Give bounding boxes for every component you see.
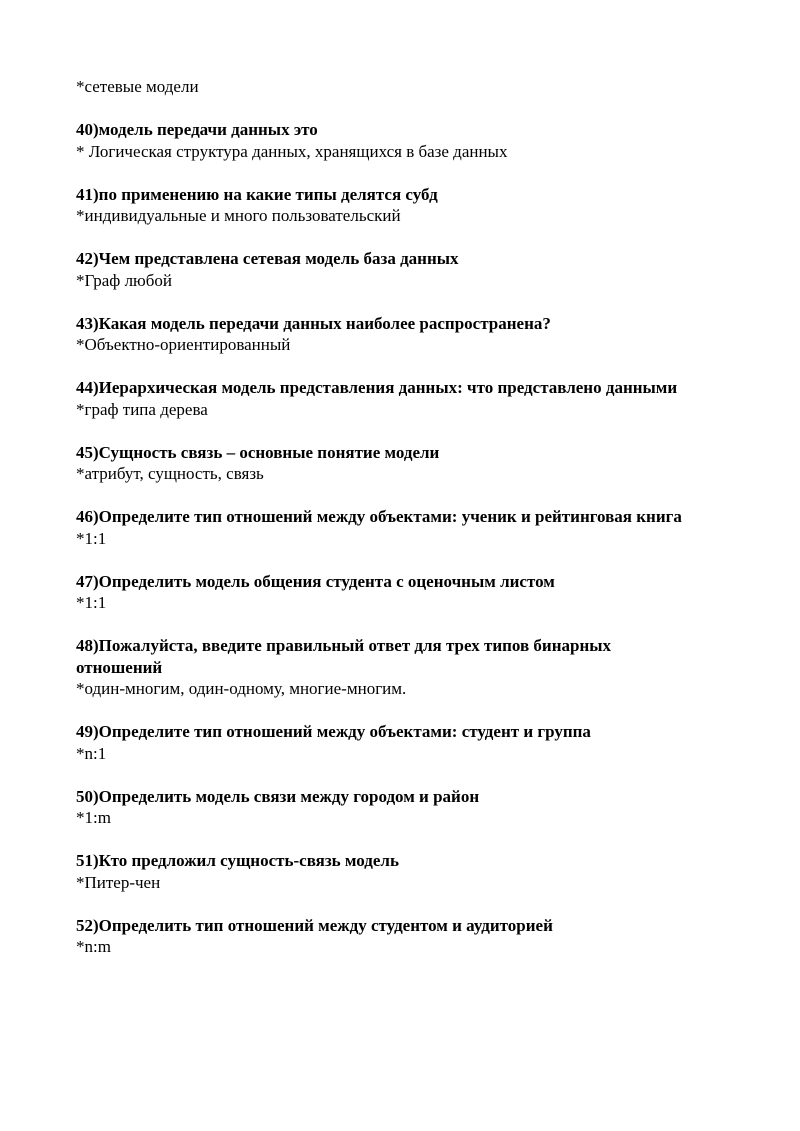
qa-item xyxy=(76,635,700,700)
spacer xyxy=(76,420,700,442)
qa-item xyxy=(76,786,700,829)
spacer xyxy=(76,700,700,722)
spacer xyxy=(76,227,700,249)
question-text: 49)Определите тип отношений между объектами: студент и группа xyxy=(76,722,591,741)
answer-text: *индивидуальные и много пользовательский xyxy=(76,206,401,225)
qa-item xyxy=(76,119,700,162)
qa-item xyxy=(76,184,700,227)
question-text: 40)модель передачи данных это xyxy=(76,120,318,139)
question-text: 46)Определите тип отношений между объектами: ученик и рейтинговая книга xyxy=(76,507,682,526)
qa-item xyxy=(76,850,700,893)
spacer xyxy=(76,485,700,507)
qa-list xyxy=(76,98,700,958)
question-text: 42)Чем представлена сетевая модель база данных xyxy=(76,249,459,268)
question-text: 45)Сущность связь – основные понятие модели xyxy=(76,442,440,462)
answer-text: *Граф любой xyxy=(76,270,172,290)
spacer xyxy=(76,98,700,120)
qa-item xyxy=(76,442,700,485)
question-text: 50)Определить модель связи между городом и район xyxy=(76,786,480,806)
qa-item xyxy=(76,248,700,291)
answer-text: *Питер-чен xyxy=(76,872,161,892)
question-text: 52)Определить тип отношений между студентом и аудиторией xyxy=(76,915,553,935)
spacer xyxy=(76,291,700,313)
question-text: 48)Пожалуйста, введите правильный ответ для трех типов бинарных отношений xyxy=(76,636,612,677)
answer-text: *n:1 xyxy=(76,743,107,763)
answer-text: *1:m xyxy=(76,808,111,827)
qa-item xyxy=(76,721,700,764)
spacer xyxy=(76,829,700,851)
qa-item xyxy=(76,313,700,356)
spacer xyxy=(76,764,700,786)
spacer xyxy=(76,356,700,378)
question-text: 47)Определить модель общения студента с оценочным листом xyxy=(76,571,555,591)
answer-text: *n:m xyxy=(76,937,111,956)
qa-item xyxy=(76,506,700,549)
spacer xyxy=(76,614,700,636)
question-text: 44)Иерархическая модель представления данных: что представлено данными xyxy=(76,378,678,397)
answer-text: *атрибут, сущность, связь xyxy=(76,464,264,483)
answer-text: *один-многим, один-одному, многие-многим. xyxy=(76,679,407,698)
intro-answer: *сетевые модели xyxy=(76,77,199,96)
spacer xyxy=(76,549,700,571)
qa-item xyxy=(76,915,700,958)
answer-text: *1:1 xyxy=(76,528,107,548)
answer-text: *Объектно-ориентированный xyxy=(76,335,291,354)
question-text: 41)по применению на какие типы делятся субд xyxy=(76,184,438,204)
spacer xyxy=(76,162,700,184)
answer-text: *1:1 xyxy=(76,593,107,612)
question-text: 51)Кто предложил сущность-связь модель xyxy=(76,851,399,870)
qa-item xyxy=(76,377,700,420)
question-text: 43)Какая модель передачи данных наиболее распространена? xyxy=(76,313,551,333)
spacer xyxy=(76,893,700,915)
answer-text: *граф типа дерева xyxy=(76,399,208,419)
qa-item xyxy=(76,571,700,614)
answer-text: * Логическая структура данных, хранящихся в базе данных xyxy=(76,141,508,161)
